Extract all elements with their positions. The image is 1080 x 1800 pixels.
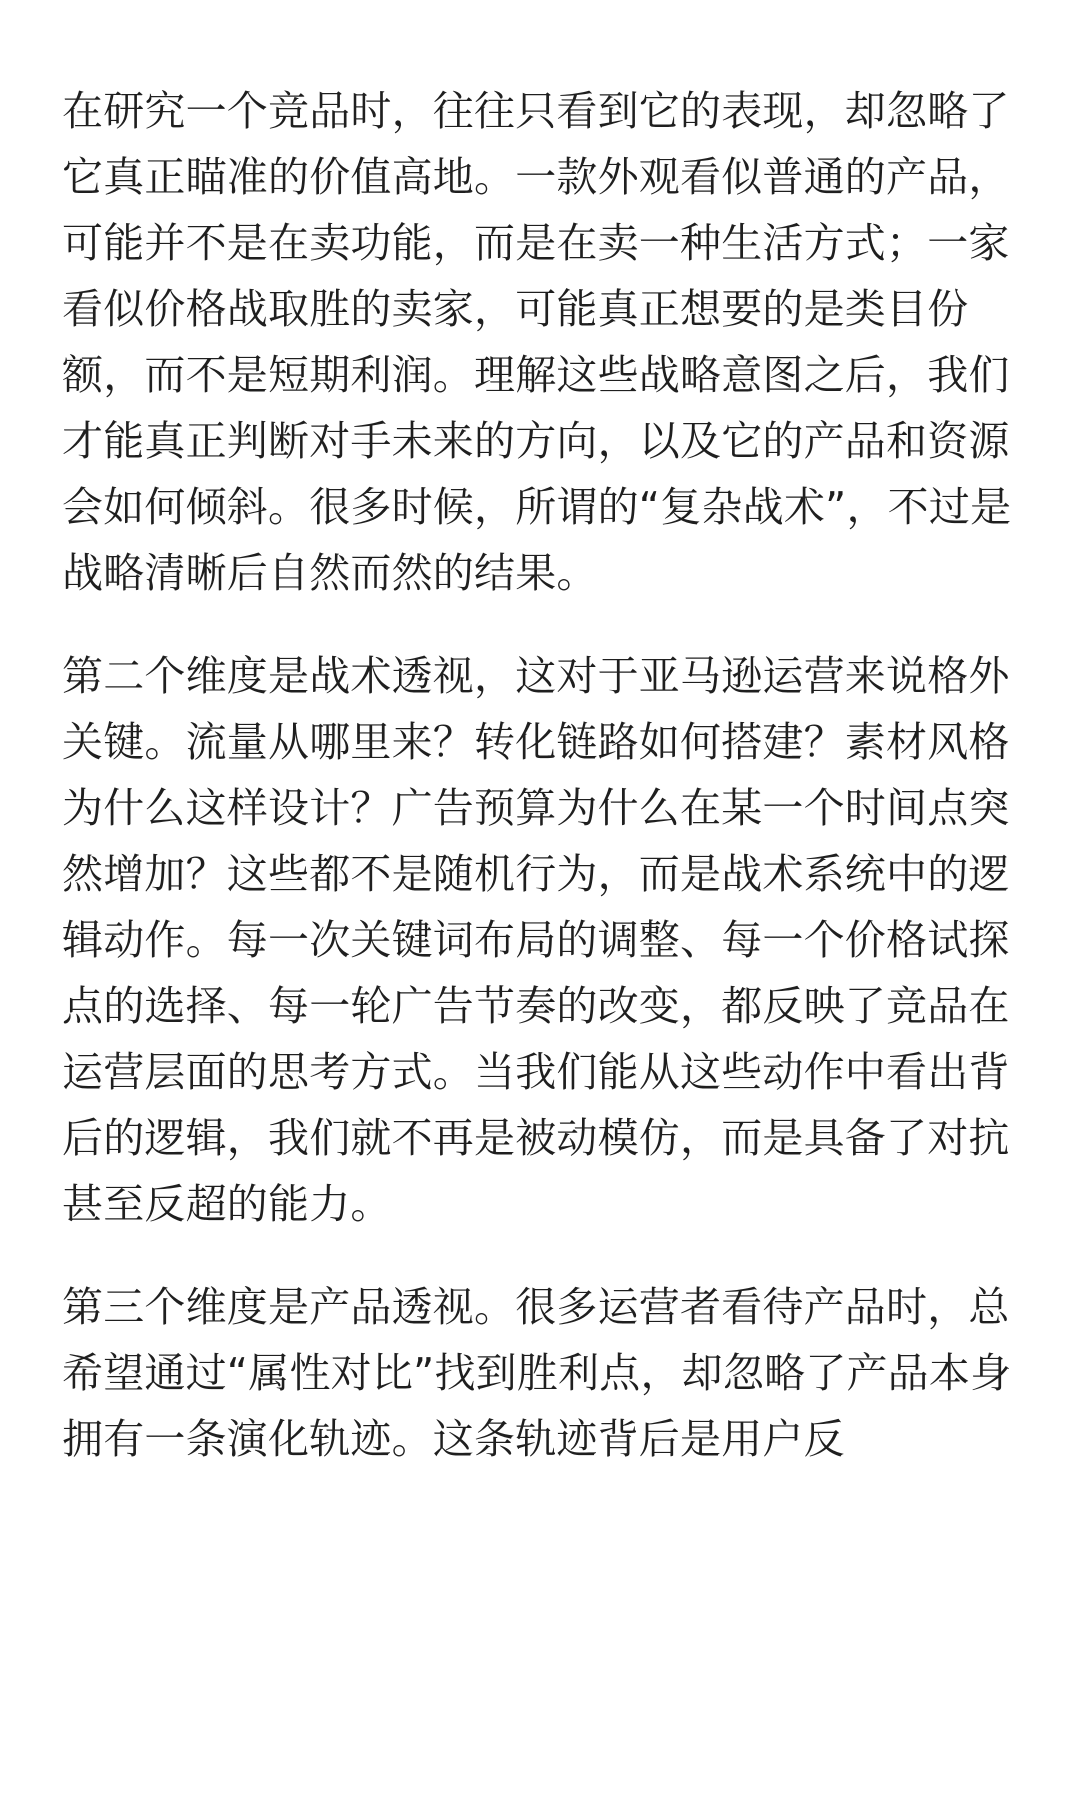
article-body [62, 78, 1020, 1472]
paragraph-strategy-intent: 在研究一个竞品时，往往只看到它的表现，却忽略了它真正瞄准的价值高地。一款外观看似普通的产品，可能并不是在卖功能，而是在卖一种生活方式；一家看似价格战取胜的卖家，可能真正想要的是类目份额，而不是短期利润。理解这些战略意图之后，我们才能真正判断对手未来的方向，以及它的产品和资源会如何倾斜。很多时候，所谓的“复杂战术”，不过是战略清晰后自然而然的结果。 [62, 87, 1012, 597]
paragraph-tactical-perspective: 第二个维度是战术透视，这对于亚马逊运营来说格外关键。流量从哪里来？转化链路如何搭建？素材风格为什么这样设计？广告预算为什么在某一个时间点突然增加？这些都不是随机行为，而是战术系统中的逻辑动作。每一次关键词布局的调整、每一个价格试探点的选择、每一轮广告节奏的改变，都反映了竞品在运营层面的思考方式。当我们能从这些动作中看出背后的逻辑，我们就不再是被动模仿，而是具备了对抗甚至反超的能力。 [62, 652, 1010, 1228]
paragraph-product-perspective: 第三个维度是产品透视。很多运营者看待产品时，总希望通过“属性对比”找到胜利点，却忽略了产品本身拥有一条演化轨迹。这条轨迹背后是用户反 [62, 1283, 1012, 1463]
